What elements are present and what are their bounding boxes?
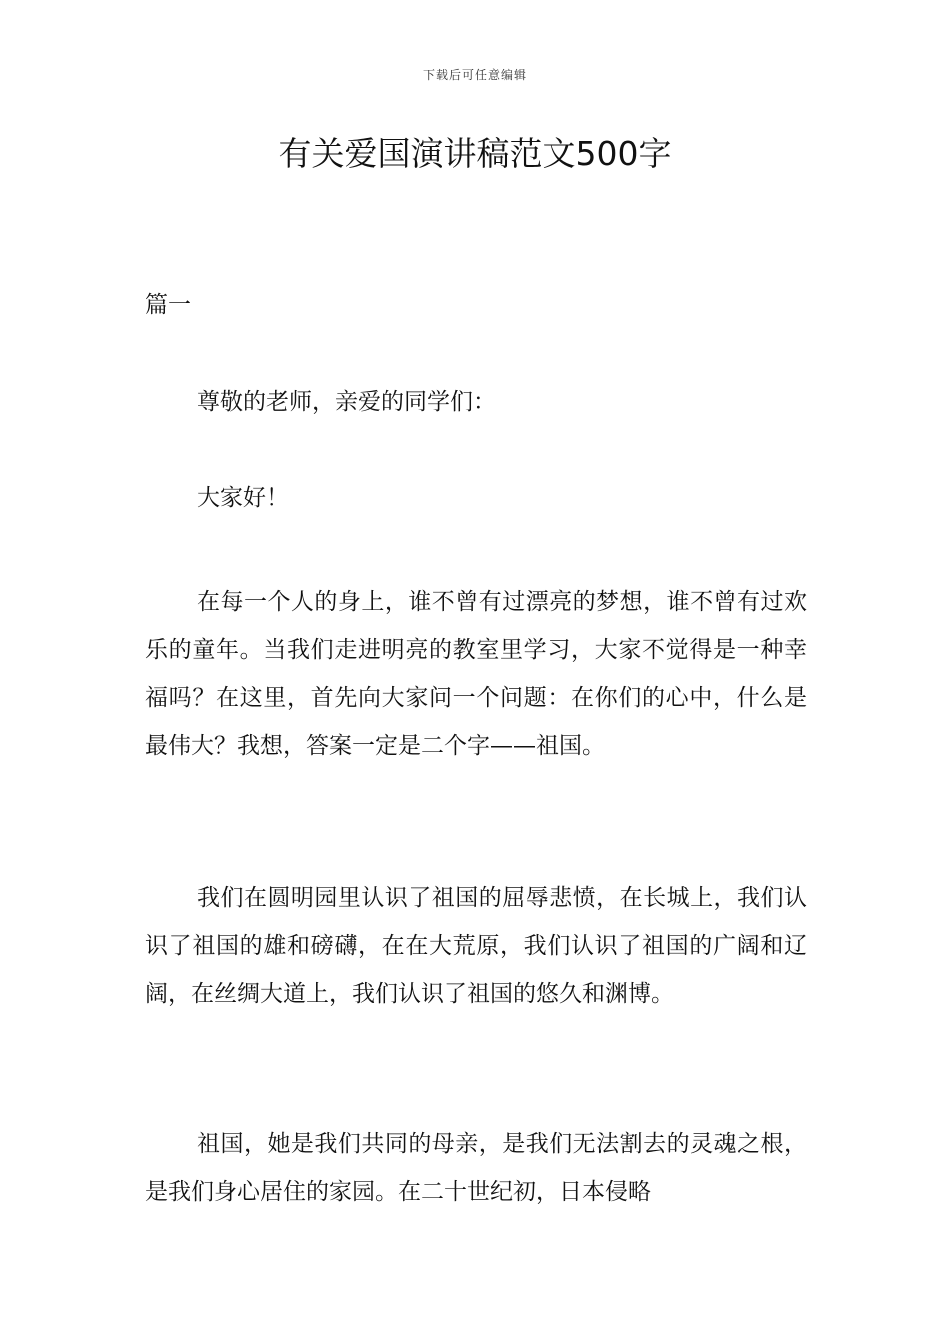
section-label: 篇一 <box>145 292 191 318</box>
body-paragraph: 在每一个人的身上，谁不曾有过漂亮的梦想，谁不曾有过欢乐的童年。当我们走进明亮的教室里学习，大家不觉得是一种幸福吗？在这里，首先向大家问一个问题：在你们的心中，什么是最伟大？我想，答案一定是二个字——祖国。 <box>145 589 807 759</box>
header-note: 下载后可任意编辑 <box>422 68 527 82</box>
greeting-paragraph: 尊敬的老师，亲爱的同学们： <box>197 389 496 415</box>
document-title: 有关爱国演讲稿范文500字 <box>278 134 672 173</box>
hello-paragraph: 大家好！ <box>197 485 289 511</box>
body-paragraph: 我们在圆明园里认识了祖国的屈辱悲愤，在长城上，我们认识了祖国的雄和磅礴，在在大荒原，我们认识了祖国的广阔和辽阔，在丝绸大道上，我们认识了祖国的悠久和渊博。 <box>145 885 807 1007</box>
body-paragraph: 祖国，她是我们共同的母亲，是我们无法割去的灵魂之根，是我们身心居住的家园。在二十世纪初，日本侵略 <box>145 1131 807 1205</box>
